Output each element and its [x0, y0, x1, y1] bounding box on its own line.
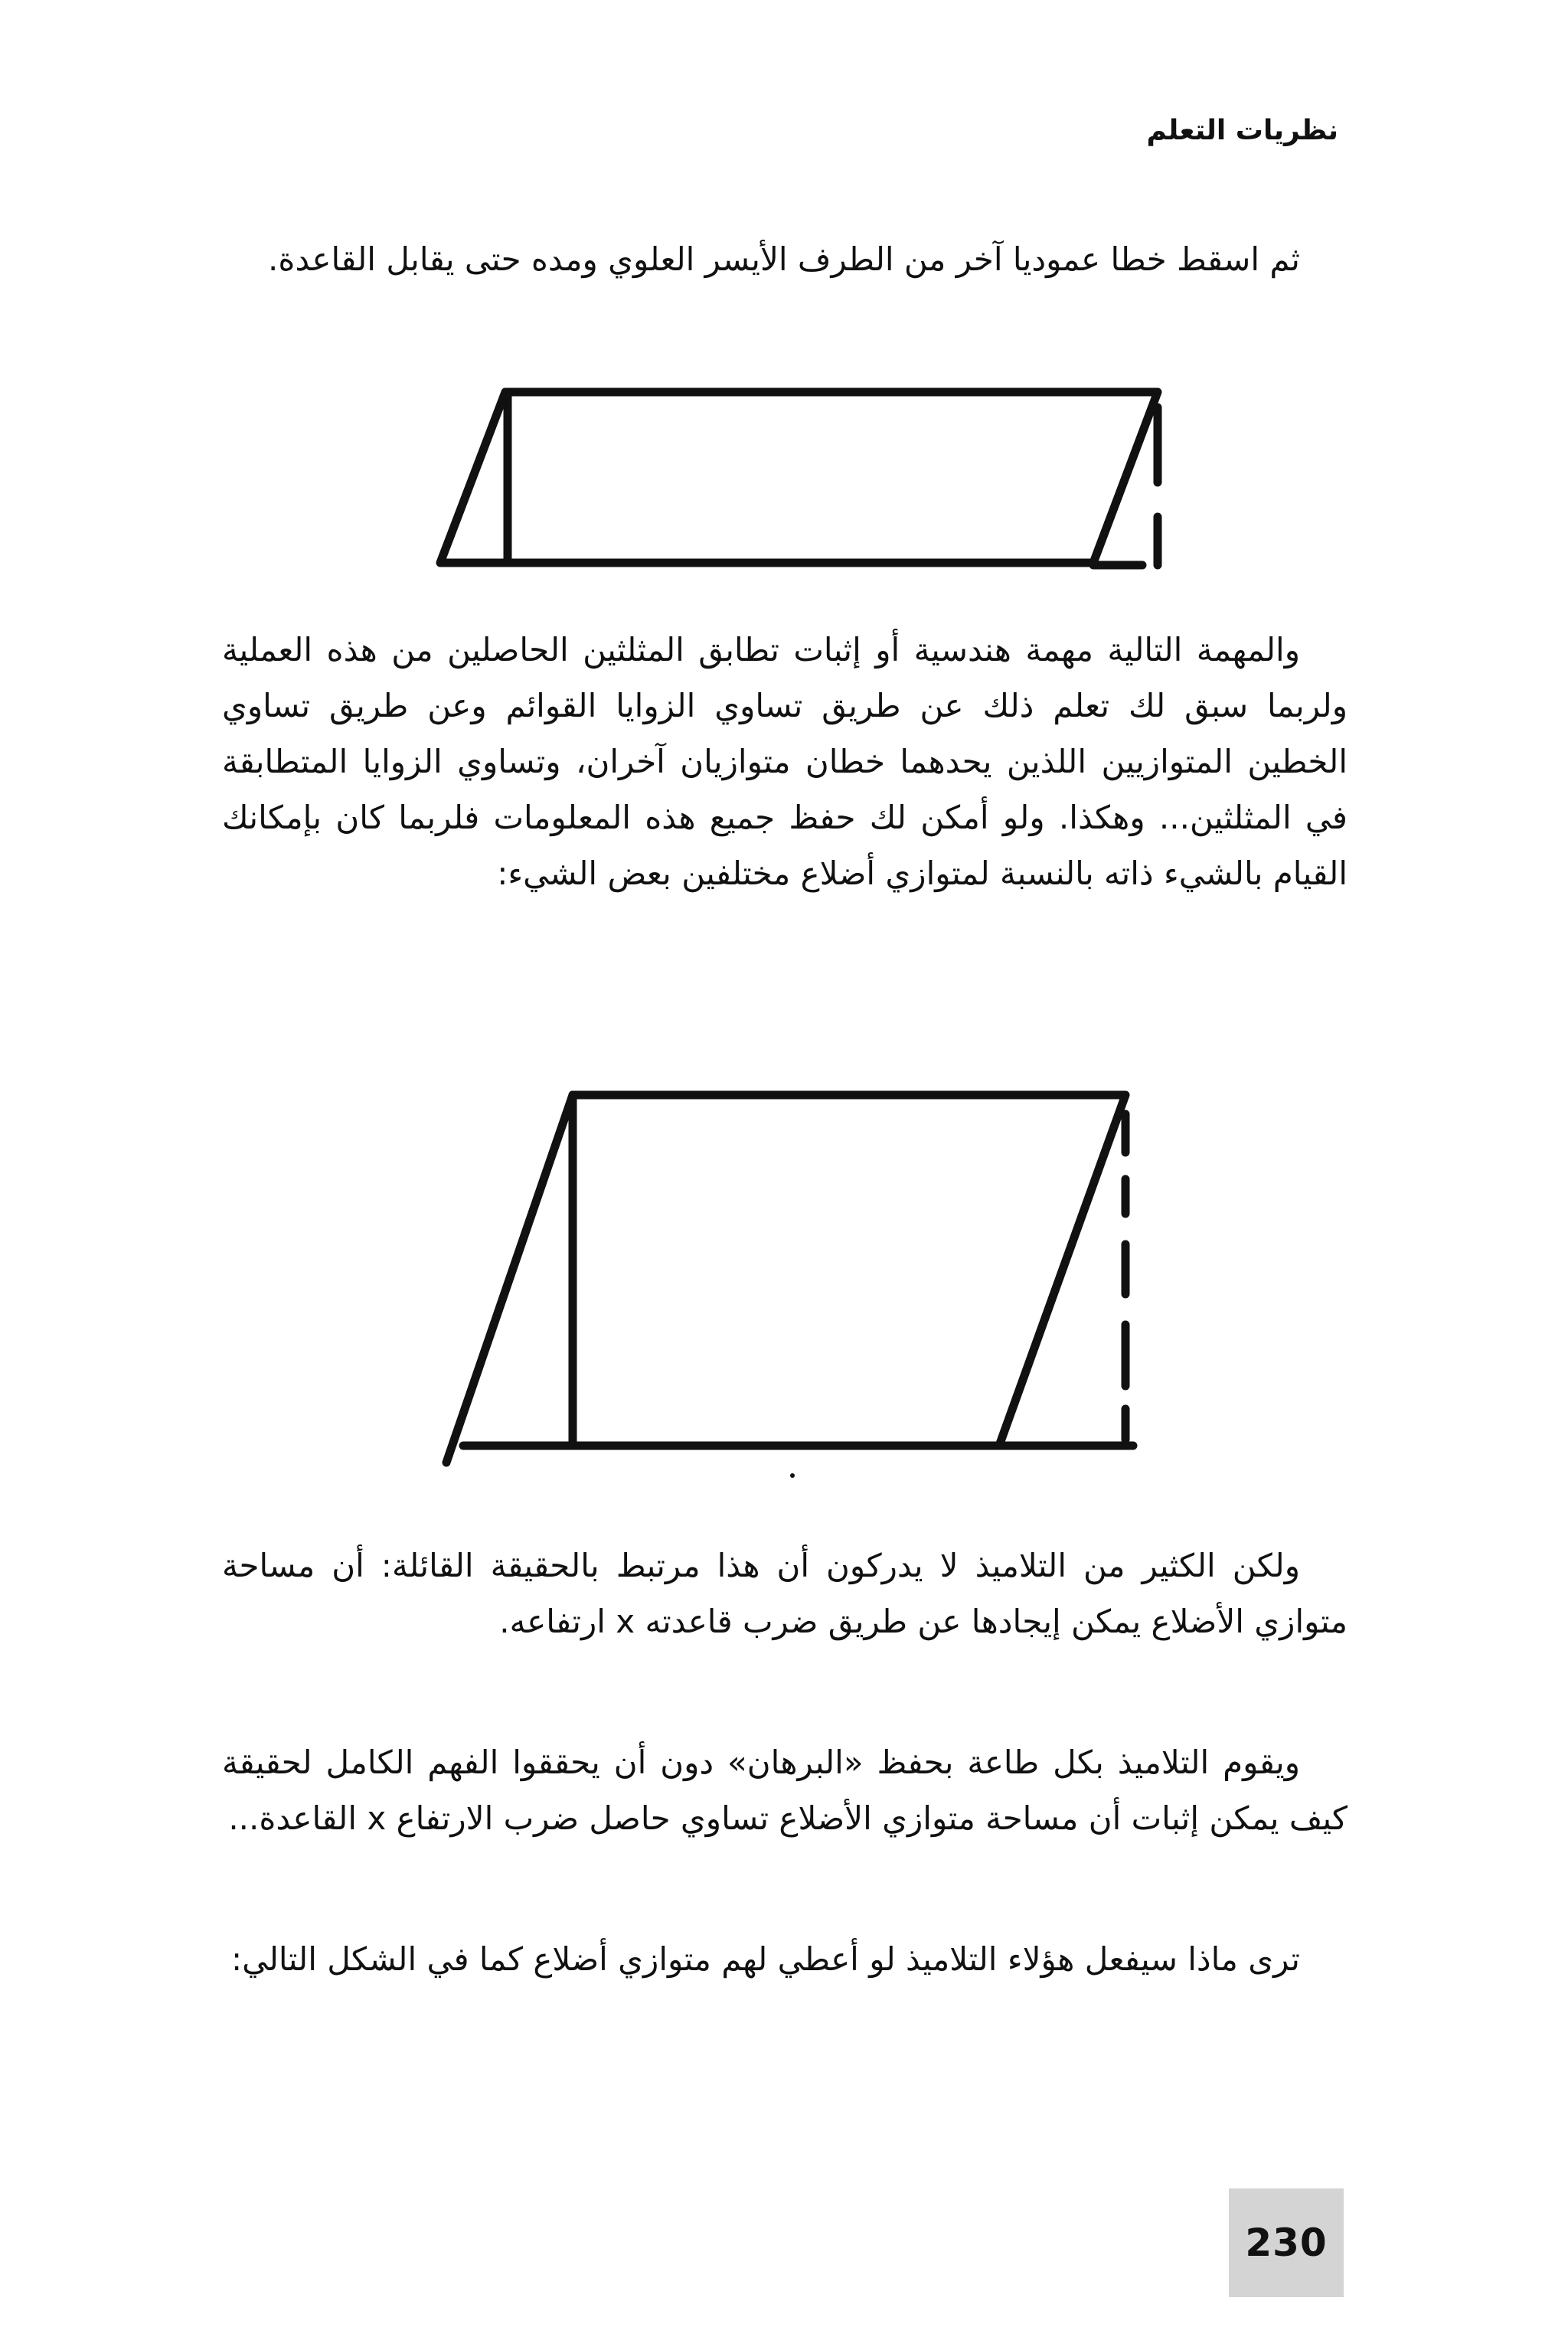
- running-head-title: نظريات التعلم: [1146, 115, 1338, 146]
- paragraph-4: ويقوم التلاميذ بكل طاعة بحفظ «البرهان» دون أن يحققوا الفهم الكامل لحقيقة كيف يمكن إثبات أن مساحة متوازي الأضلاع تساوي حاصل ضرب الارتفاع x القاعدة...: [222, 1744, 1348, 1837]
- parallelogram-figure-1: [429, 375, 1164, 582]
- paragraph-2: والمهمة التالية مهمة هندسية أو إثبات تطابق المثلثين الحاصلين من هذه العملية ولربما سبق لك تعلم ذلك عن طريق تساوي الزوايا القوائم وعن طريق تساوي الخطين المتوازيين اللذين يحدهما خطان متوازيان آخران، وتساوي الزوايا المتطابقة في المثلثين... وهكذا. ولو أمكن لك حفظ جميع هذه المعلومات فلربما كان بإمكانك القيام بالشيء ذاته بالنسبة لمتوازي أضلاع مختلفين بعض الشيء:: [222, 631, 1348, 892]
- parallelogram-outline-2: [446, 1095, 1125, 1463]
- parallelogram-figure-2: [436, 1080, 1164, 1493]
- page-number-box: [1229, 2188, 1344, 2297]
- paragraph-1: ثم اسقط خطا عموديا آخر من الطرف الأيسر العلوي ومده حتى يقابل القاعدة.: [268, 240, 1300, 278]
- paragraph-3: ولكن الكثير من التلاميذ لا يدركون أن هذا مرتبط بالحقيقة القائلة: أن مساحة متوازي الأضلاع يمكن إيجادها عن طريق ضرب قاعدته x ارتفاعه.: [222, 1547, 1348, 1640]
- parallelogram-outline: [440, 392, 1158, 563]
- page-number: 230: [1245, 2221, 1328, 2265]
- base-mark: [790, 1473, 795, 1478]
- paragraph-5: ترى ماذا سيفعل هؤلاء التلاميذ لو أعطي لهم متوازي أضلاع كما في الشكل التالي:: [230, 1940, 1300, 1978]
